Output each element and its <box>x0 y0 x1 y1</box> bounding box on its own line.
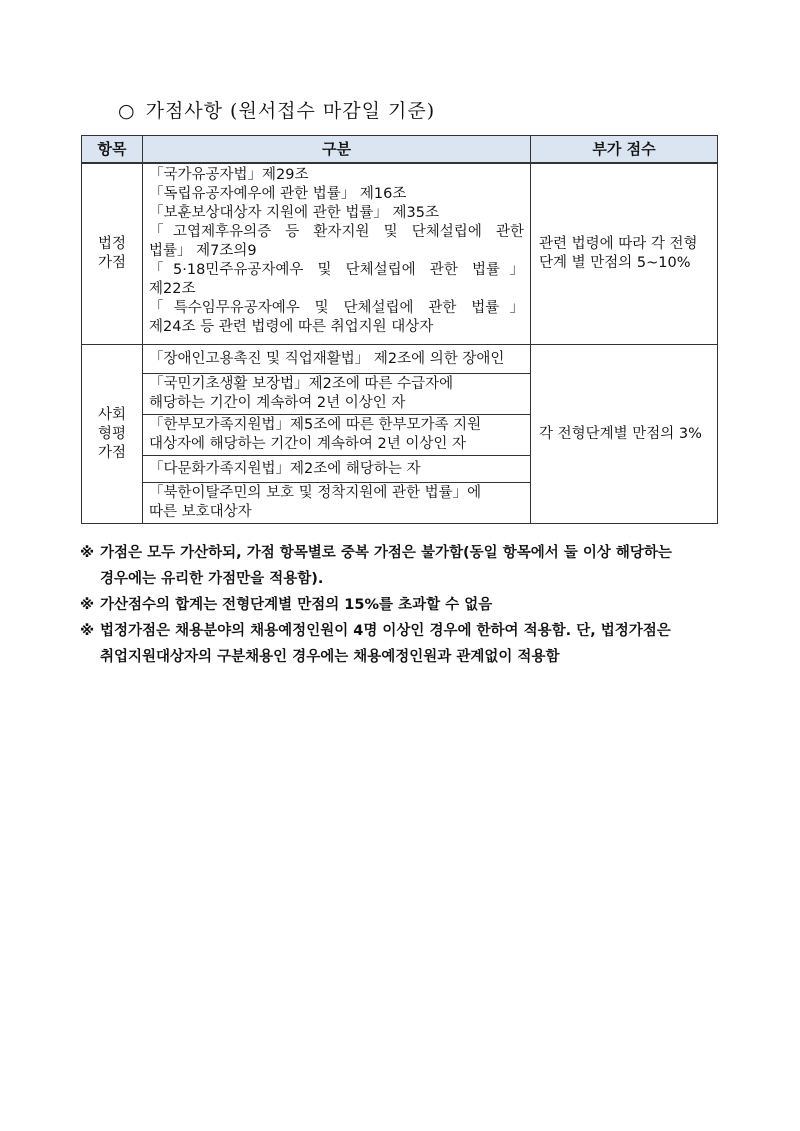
social-subrow <box>143 345 531 374</box>
social-subrow-line: 해당하는 기간이 계속하여 2년 이상인 자 <box>149 395 406 411</box>
social-category-line: 사회 <box>97 406 126 423</box>
note-text: 경우에는 유리한 가점만을 적용함). <box>100 571 324 587</box>
social-subrow-line: 「다문화가족지원법」제2조에 해당하는 자 <box>149 460 421 477</box>
social-category-line: 형평 <box>97 425 126 442</box>
reference-mark-icon: ※ <box>80 597 95 613</box>
header-points: 부가 점수 <box>531 136 718 164</box>
bonus-points-table <box>81 135 718 524</box>
table-row-legal <box>82 163 718 345</box>
social-subrow-line: 「한부모가족지원법」제5조에 따른 한부모가족 지원 <box>149 417 482 433</box>
note-item <box>80 592 730 618</box>
legal-classification-cell <box>143 163 531 345</box>
social-subrow-line: 따른 보호대상자 <box>149 504 252 520</box>
legal-line: 제22조 <box>149 281 196 297</box>
legal-line: 「고엽제후유의증 등 환자지원 및 단체설립에 관한 <box>149 224 524 240</box>
legal-line: 「독립유공자예우에 관한 법률」 제16조 <box>149 186 407 202</box>
social-subrow-line: 대상자에 해당하는 기간이 계속하여 2년 이상인 자 <box>149 436 467 452</box>
social-subrow-line: 「북한이탈주민의 보호 및 정착지원에 관한 법률」에 <box>149 485 482 501</box>
social-category-cell <box>82 345 143 524</box>
note-text: 취업지원대상자의 구분채용인 경우에는 채용예정인원과 관계없이 적용함 <box>100 649 560 665</box>
social-subrow-line: 「장애인고용촉진 및 직업재활법」 제2조에 의한 장애인 <box>149 350 505 367</box>
note-item <box>80 618 730 670</box>
legal-category-line: 법정 <box>97 236 126 252</box>
social-points-cell: 각 전형단계별 만점의 3% <box>531 345 718 524</box>
social-subrow <box>143 374 531 415</box>
social-category-line: 가점 <box>97 444 126 461</box>
table-row-social <box>82 345 718 374</box>
note-item <box>80 540 730 592</box>
social-subrow <box>143 415 531 456</box>
header-category: 항목 <box>82 136 143 164</box>
header-classification: 구분 <box>143 136 531 164</box>
note-text: 가점은 모두 가산하되, 가점 항목별로 중복 가점은 불가함(동일 항목에서 둘 이상 해당하는 <box>100 545 672 561</box>
social-subrow <box>143 456 531 483</box>
legal-points-line: 단계 별 만점의 5~10% <box>539 255 691 271</box>
legal-line: 「특수임무유공자예우 및 단체설립에 관한 법률」 <box>149 300 524 316</box>
social-subrow <box>143 483 531 524</box>
notes-section <box>80 540 730 670</box>
social-subrow-line: 「국민기초생활 보장법」제2조에 따른 수급자에 <box>149 376 454 392</box>
note-text: 법정가점은 채용분야의 채용예정인원이 4명 이상인 경우에 한하여 적용함. 단, 법정가점은 <box>100 623 671 639</box>
section-heading-text: 가점사항 (원서접수 마감일 기준) <box>145 100 436 122</box>
legal-line: 「보훈보상대상자 지원에 관한 법률」 제35조 <box>149 205 439 221</box>
legal-category-cell <box>82 163 143 345</box>
legal-line: 「5·18민주유공자예우 및 단체설립에 관한 법률」 <box>149 262 524 278</box>
legal-points-line: 관련 법령에 따라 각 전형 <box>539 236 698 252</box>
section-heading <box>118 96 435 123</box>
legal-category-line: 가점 <box>97 255 126 271</box>
note-text: 가산점수의 합계는 전형단계별 만점의 15%를 초과할 수 없음 <box>100 597 493 613</box>
legal-line: 제24조 등 관련 법령에 따른 취업지원 대상자 <box>149 319 434 335</box>
circle-bullet-icon: ○ <box>118 100 136 122</box>
table-header-row <box>82 136 718 164</box>
legal-line: 법률」 제7조의9 <box>149 243 257 259</box>
reference-mark-icon: ※ <box>80 623 95 639</box>
legal-line: 「국가유공자법」제29조 <box>149 167 309 183</box>
reference-mark-icon: ※ <box>80 545 95 561</box>
legal-points-cell <box>531 163 718 345</box>
